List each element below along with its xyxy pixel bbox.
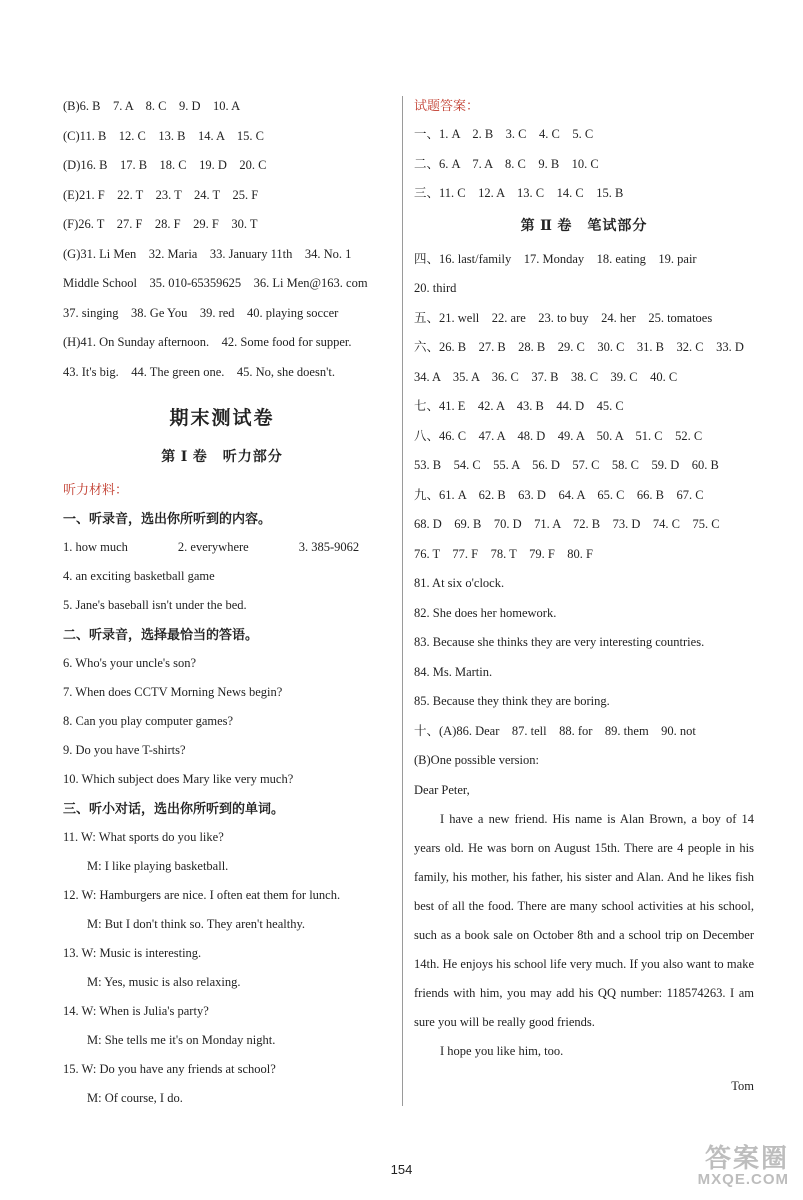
answer-line: 83. Because she thinks they are very interesting countries. [414,635,705,649]
answer-line: 四、16. last/family 17. Monday 18. eating 19. pair [414,251,697,266]
part2-title: 第 Ⅱ 卷 笔试部分 [520,218,648,234]
question-line: 7. When does CCTV Morning News begin? [63,685,283,699]
answer-line: (C)11. B 12. C 13. B 14. A 15. C [63,128,264,143]
section-heading: 一、听录音，选出你所听到的内容。 [63,511,272,526]
watermark-url: MXQE.COM [697,1171,789,1188]
question-line: 1. how much 2. everywhere 3. 385-9062 [63,540,360,554]
answer-line: 五、21. well 22. are 23. to buy 24. her 25. tomatoes [414,310,713,325]
answer-line: (B)6. B 7. A 8. C 9. D 10. A [63,99,241,113]
answer-line: 二、6. A 7. A 8. C 9. B 10. C [414,156,599,171]
answer-line: 43. It's big. 44. The green one. 45. No, she doesn't. [63,364,335,379]
dialogue-m-line: M: She tells me it's on Monday night. [87,1033,276,1047]
dialogue-m-line: M: Yes, music is also relaxing. [87,975,241,989]
listening-answers [63,92,381,387]
question-line: 5. Jane's baseball isn't under the bed. [63,598,247,612]
answer-line: (G)31. Li Men 32. Maria 33. January 11th 34. No. 1 [63,246,352,261]
answer-line: 85. Because they think they are boring. [414,694,610,708]
answer-line: 八、46. C 47. A 48. D 49. A 50. A 51. C 52. C [414,428,703,443]
answer-line: 34. A 35. A 36. C 37. B 38. C 39. C 40. C [414,369,678,384]
dialogue-m-line: M: I like playing basketball. [87,859,229,873]
question-line: 6. Who's your uncle's son? [63,656,197,670]
dialogue-w-line: 13. W: Music is interesting. [63,946,202,960]
question-line: 9. Do you have T-shirts? [63,743,186,757]
right-column [414,92,754,1106]
answers-label: 试题答案： [414,98,480,113]
dialogue-m-line: M: Of course, I do. [87,1091,183,1105]
answer-line: 九、61. A 62. B 63. D 64. A 65. C 66. B 67. C [414,487,704,502]
answer-line: (E)21. F 22. T 23. T 24. T 25. F [63,187,259,202]
answer-line: 68. D 69. B 70. D 71. A 72. B 73. D 74. C 75. C [414,517,720,531]
letter-paragraph: I have a new friend. His name is Alan Brown, a boy of 14 years old. He was born on August 15th. There are 4 people in his family, his mother, his father, his sister and Alan. And he likes fish best of all the food. There are many school activities at his school, such as a book sale on October 8th and a school trip on December 14th. He enjoys his school life very much. If you also want to make friends with him, you may add his QQ number: 118574263. I am sure you will be really good friends. [414,812,754,1029]
answer-line: 76. T 77. F 78. T 79. F 80. F [414,546,593,561]
part1-title: 第 Ⅰ 卷 听力部分 [161,450,283,465]
question-line: 4. an exciting basketball game [63,569,215,583]
letter-salutation: Dear Peter, [414,782,470,797]
answer-line: 十、(A)86. Dear 87. tell 88. for 89. them 90. not [414,723,696,738]
answer-line: 六、26. B 27. B 28. B 29. C 30. C 31. B 32. C 33. D [414,340,744,354]
question-line: 10. Which subject does Mary like very much? [63,772,294,786]
listening-materials-label: 听力材料： [63,482,129,497]
answer-line: (H)41. On Sunday afternoon. 42. Some food for supper. [63,335,352,349]
answer-line: (F)26. T 27. F 28. F 29. F 30. T [63,217,258,231]
page-number: 154 [390,1162,413,1177]
exam-title: 期末测试卷 [169,408,275,429]
answer-line: Middle School 35. 010-65359625 36. Li Men@163. com [63,276,368,290]
section-heading: 三、听小对话，选出你所听到的单词。 [63,801,285,816]
answer-line: 81. At six o'clock. [414,576,505,590]
answer-line: 84. Ms. Martin. [414,664,493,679]
dialogue-w-line: 15. W: Do you have any friends at school? [63,1062,276,1076]
letter-signature: Tom [731,1079,754,1093]
answer-line: 20. third [414,281,457,295]
answer-line: 37. singing 38. Ge You 39. red 40. playing soccer [63,305,339,320]
answer-line: 七、41. E 42. A 43. B 44. D 45. C [414,399,624,413]
section-heading: 二、听录音，选择最恰当的答语。 [63,627,259,642]
dialogue-w-line: 14. W: When is Julia's party? [63,1004,209,1018]
watermark-logo [639,1144,789,1192]
answer-line: 一、1. A 2. B 3. C 4. C 5. C [414,127,594,141]
answer-line: 三、11. C 12. A 13. C 14. C 15. B [414,186,624,200]
left-column [63,92,381,1113]
answer-line: (B)One possible version: [414,753,539,767]
answer-line: 82. She does her homework. [414,605,557,620]
dialogue-m-line: M: But I don't think so. They aren't healthy. [87,917,306,931]
dialogue-w-line: 12. W: Hamburgers are nice. I often eat them for lunch. [63,888,341,902]
question-line: 8. Can you play computer games? [63,714,234,728]
dialogue-w-line: 11. W: What sports do you like? [63,830,224,844]
letter-paragraph: I hope you like him, too. [440,1044,564,1058]
answer-line: 53. B 54. C 55. A 56. D 57. C 58. C 59. D 60. B [414,458,719,472]
watermark-text: 答案圈 [704,1143,789,1173]
answer-line: (D)16. B 17. B 18. C 19. D 20. C [63,158,267,172]
column-divider [402,96,403,1106]
